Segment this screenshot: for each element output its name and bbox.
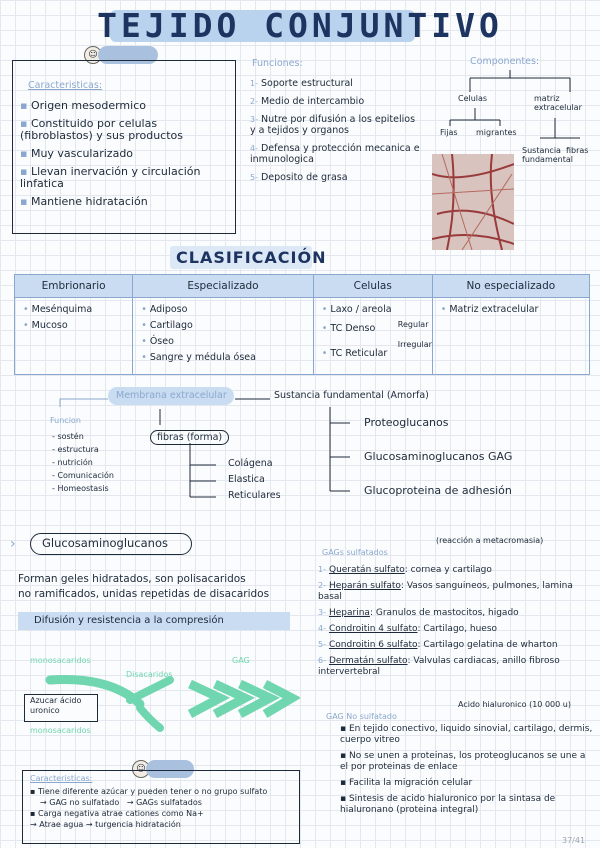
list-item: ▪ Sintesis de acido hialuronico por la sintasa de hialuronano (proteina integral) xyxy=(340,794,556,815)
matriz-label: matriz extracelular xyxy=(534,94,582,112)
list-item: 3- Nutre por difusión a los epitelios y a tejidos y organos xyxy=(250,114,416,136)
list-item: - estructura xyxy=(52,445,99,454)
list-item: 1- Queratán sulfato: cornea y cartilago xyxy=(318,565,492,575)
denso-irregular: Irregular xyxy=(397,340,432,349)
list-item: → Atrae agua → turgencia hidratación xyxy=(30,820,181,829)
list-item: - Comunicación xyxy=(52,471,114,480)
table-header: Embrionario xyxy=(15,275,133,298)
list-item: • Adiposo xyxy=(141,304,305,315)
metacromasia-note: (reacción a metacromasia) xyxy=(436,536,544,545)
sustancia-gag: Glucosaminoglucanos GAG xyxy=(364,450,513,463)
clasificacion-table xyxy=(14,274,590,375)
list-item: 3- Heparina: Granulos de mastocitos, higado xyxy=(318,608,519,618)
definition-line: no ramificados, unidas repetidas de disacaridos xyxy=(18,588,270,600)
list-item: ▪ Carga negativa atrae cationes como Na+ xyxy=(30,809,204,818)
table-cell xyxy=(133,298,314,375)
list-item: 5- Deposito de grasa xyxy=(250,172,348,183)
fibra-colagena: Colágena xyxy=(228,458,273,469)
sulfatados-list xyxy=(318,564,596,682)
list-item: ▪ En tejido conectivo, liquido sinovial, cartilago, dermis, cuerpo vitreo xyxy=(340,724,593,745)
fibras-label: fibras xyxy=(566,146,589,155)
sustancia-fundamental-label: Sustancia fundamental (Amorfa) xyxy=(274,390,429,401)
celulas-label: Celulas xyxy=(458,94,488,103)
migrantes-label: migrantes xyxy=(476,128,517,137)
avatar-doodle: ☺ xyxy=(132,760,150,778)
gag-diagram-label: GAG xyxy=(232,656,250,665)
caracteristicas-heading: Caracteristicas: xyxy=(28,80,103,91)
funcion-list xyxy=(52,430,114,495)
list-item: ▪ Muy vascularizado xyxy=(20,148,230,160)
list-item: ▪ Tiene diferente azúcar y pueden tener o no grupo sulfato xyxy=(30,787,268,796)
fibra-elastica: Elastica xyxy=(228,474,265,485)
azucar-label: Azucar ácido uronico xyxy=(30,696,82,715)
list-item: - Homeostasis xyxy=(52,484,109,493)
table-cell xyxy=(432,298,589,375)
table-cell xyxy=(313,298,432,375)
sustancia-label: Sustancia fundamental xyxy=(522,146,573,164)
funciones-list xyxy=(250,78,420,190)
difusion-text: Difusión y resistencia a la compresión xyxy=(34,615,224,626)
list-item: → GAG no sulfatado → GAGs sulfatados xyxy=(40,798,202,807)
fijas-label: Fijas xyxy=(440,128,458,137)
sulfatados-heading: GAGs sulfatados xyxy=(322,548,388,557)
membrana-label: Membrana extracelular xyxy=(116,390,227,401)
fibra-reticulares: Reticulares xyxy=(228,490,281,501)
list-item: ▪ Mantiene hidratación xyxy=(20,196,230,208)
list-item: 2- Heparán sulfato: Vasos sanguineos, pulmones, lamina basal xyxy=(318,581,573,602)
list-item: ▪ Facilita la migración celular xyxy=(340,778,473,788)
list-item: 2- Medio de intercambio xyxy=(250,96,365,107)
funcion-heading: Funcion xyxy=(50,416,81,425)
list-item: 6- Dermatán sulfato: Valvulas cardiacas, anillo fibroso intervertebral xyxy=(318,656,560,677)
list-item: - sostén xyxy=(52,432,84,441)
sustancia-glucoproteina: Glucoproteina de adhesión xyxy=(364,484,512,497)
disacaridos-label: Disacaridos xyxy=(126,670,173,679)
list-item: • TC Reticular xyxy=(322,348,424,359)
monosacaridos-top: monosacaridos xyxy=(30,656,91,665)
page-title: TEJIDO CONJUNTIVO xyxy=(97,6,503,45)
clasificacion-heading: CLASIFICACIÓN xyxy=(170,246,312,269)
sustancia-proteoglucanos: Proteoglucanos xyxy=(364,416,449,429)
list-item: ▪ Origen mesodermico xyxy=(20,100,230,112)
table-cell xyxy=(15,298,133,375)
list-item: • Laxo / areola xyxy=(322,304,424,315)
funciones-heading: Funciones: xyxy=(252,58,303,69)
no-sulfatado-heading: GAG No sulfatado xyxy=(326,712,397,721)
list-item: ▪ Constituido por celulas (fibroblastos) y sus productos xyxy=(20,118,230,142)
list-item: • Mucoso xyxy=(23,320,124,331)
list-item: 1- Soporte estructural xyxy=(250,78,353,89)
caracteristicas-list xyxy=(20,100,230,214)
fibras-forma: fibras (forma) xyxy=(150,430,229,445)
caracteristicas2-heading: Caracteristicas: xyxy=(30,774,93,783)
tissue-micrograph xyxy=(432,154,514,250)
denso-regular: Regular xyxy=(397,320,429,329)
page-number: 37/41 xyxy=(562,836,586,845)
gag-heading: Glucosaminoglucanos xyxy=(42,536,168,550)
table-header: No especializado xyxy=(432,275,589,298)
list-item: • Cartilago xyxy=(141,320,305,331)
list-item: - nutrición xyxy=(52,458,93,467)
chevron-right-icon: › xyxy=(10,536,16,552)
caracteristicas2-list xyxy=(30,786,296,830)
avatar-doodle: ☺ xyxy=(84,46,102,64)
no-sulfatado-list xyxy=(340,724,596,816)
list-item: 4- Defensa y protección mecanica e inmunologica xyxy=(250,143,420,165)
list-item: • Óseo xyxy=(141,336,305,347)
hialuronico-label: Acido hialuronico (10 000 u) xyxy=(458,700,571,709)
componentes-heading: Componentes: xyxy=(470,56,540,67)
list-item: • Matriz extracelular xyxy=(441,304,581,315)
list-item: 5- Condroitin 6 sulfato: Cartilago gelatina de wharton xyxy=(318,640,558,650)
list-item: ▪ No se unen a proteinas, los proteoglucanos se une a el por proteinas de enlace xyxy=(340,751,586,772)
list-item: 4- Condroitin 4 sulfato: Cartilago, hueso xyxy=(318,624,498,634)
list-item: • TC Denso xyxy=(322,323,424,334)
table-header: Celulas xyxy=(313,275,432,298)
monosacaridos-bottom: monosacaridos xyxy=(30,726,91,735)
gag-definition xyxy=(18,572,269,602)
list-item: • Mesénquima xyxy=(23,304,124,315)
list-item: ▪ Llevan inervación y circulación linfatica xyxy=(20,166,230,190)
table-header: Especializado xyxy=(133,275,314,298)
definition-line: Forman geles hidratados, son polisacaridos xyxy=(18,573,246,585)
list-item: • Sangre y médula ósea xyxy=(141,352,305,363)
